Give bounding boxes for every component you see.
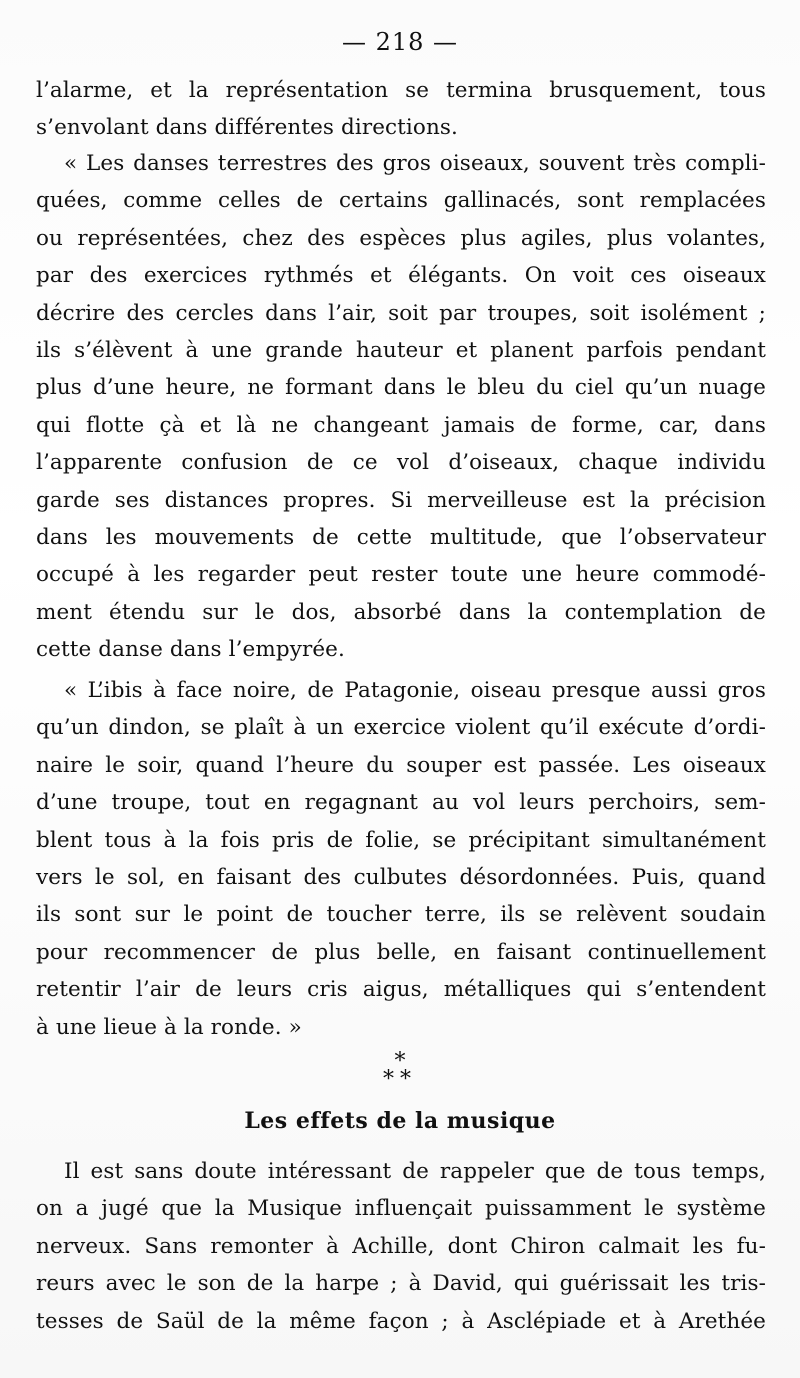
text-line: dans les mouvements de cette multitude, que l’observateur — [36, 524, 766, 550]
text-line: d’une troupe, tout en regagnant au vol leurs perchoirs, sem- — [36, 790, 766, 816]
text-line: tesses de Saül de la même façon ; à Asclépiade et à Arethée — [36, 1308, 766, 1334]
text-line: Il est sans doute intéressant de rappeler que de tous temps, — [64, 1159, 766, 1184]
text-line: à une lieue à la ronde. » — [36, 1014, 302, 1040]
text-line: décrire des cercles dans l’air, soit par troupes, soit isolément ; — [36, 300, 766, 326]
text-line: qu’un dindon, se plaît à un exercice violent qu’il exécute d’ordi- — [36, 715, 766, 741]
paragraph-music — [36, 1153, 766, 1340]
text-line: quées, comme celles de certains gallinacés, sont remplacées — [36, 188, 766, 214]
text-line: « L’ibis à face noire, de Patagonie, oiseau presque aussi gros — [64, 678, 766, 703]
text-line: naire le soir, quand l’heure du souper est passée. Les oiseaux — [36, 752, 766, 778]
paragraph-continuation — [36, 72, 766, 147]
section-title: Les effets de la musique — [244, 1108, 556, 1134]
text-line: vers le sol, en faisant des culbutes désordonnées. Puis, quand — [36, 864, 766, 890]
text-line: plus d’une heure, ne formant dans le bleu du ciel qu’un nuage — [36, 375, 766, 401]
text-line: qui flotte çà et là ne changeant jamais de forme, car, dans — [36, 412, 766, 438]
text-line: on a jugé que la Musique influençait puissamment le système — [36, 1196, 766, 1222]
paragraph-ibis — [36, 672, 766, 1046]
text-line: ou représentées, chez des espèces plus agiles, plus volantes, — [36, 225, 766, 251]
text-line: « Les danses terrestres des gros oiseaux, souvent très compli- — [64, 151, 766, 176]
asterism-top: * — [394, 1049, 406, 1074]
text-line: reurs avec le son de la harpe ; à David, qui guérissait les tris- — [36, 1271, 766, 1297]
text-line: l’apparente confusion de ce vol d’oiseaux, chaque individu — [36, 450, 766, 476]
asterism-bottom: ** — [383, 1067, 417, 1092]
text-line: cette danse dans l’empyrée. — [36, 637, 345, 663]
text-line: par des exercices rythmés et élégants. On voit ces oiseaux — [36, 263, 766, 289]
text-line: blent tous à la fois pris de folie, se précipitant simultanément — [36, 827, 766, 853]
text-line: occupé à les regarder peut rester toute une heure commodé- — [36, 562, 766, 588]
text-line: s’envolant dans différentes directions. — [36, 115, 458, 141]
paragraph-terrestrial-dances — [36, 145, 766, 668]
text-line: retentir l’air de leurs cris aigus, métalliques qui s’entendent — [36, 977, 766, 1003]
text-line: ment étendu sur le dos, absorbé dans la contemplation de — [36, 599, 766, 625]
text-line: ils s’élèvent à une grande hauteur et planent parfois pendant — [36, 337, 766, 363]
text-line: l’alarme, et la représentation se termina brusquement, tous — [36, 78, 766, 103]
page-number: — 218 — — [341, 28, 459, 56]
asterism-separator — [0, 1049, 800, 1098]
text-line: garde ses distances propres. Si merveilleuse est la précision — [36, 487, 766, 513]
text-line: nerveux. Sans remonter à Achille, dont Chiron calmait les fu- — [36, 1233, 766, 1259]
text-line: ils sont sur le point de toucher terre, ils se relèvent soudain — [36, 902, 766, 928]
text-line: pour recommencer de plus belle, en faisant continuellement — [36, 939, 766, 965]
